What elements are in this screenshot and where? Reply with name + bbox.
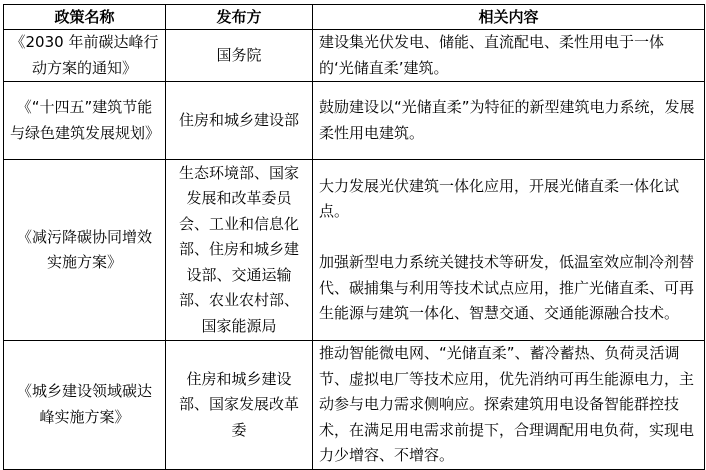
header-issuer: 发布方	[166, 5, 313, 30]
content-paragraph: 推动智能微电网、“光储直柔”、蓄冷蓄热、负荷灵活调节、虚拟电厂等技术应用，优先消纳可再生能源电力，主动参与电力需求侧响应。探索建筑用电设备智能群控技术，在满足用电需求前提下，合理调配用电负荷，实现电力少增容、不增容。	[319, 344, 695, 464]
issuer-cell: 住房和城乡建设部	[166, 82, 313, 160]
issuer-cell: 住房和城乡建设部、国家发展改革委	[166, 341, 313, 470]
content-paragraph: 大力发展光伏建筑一体化应用，开展光储直柔一体化试点。	[319, 176, 680, 220]
content-cell	[313, 82, 705, 160]
policy-table	[3, 4, 705, 470]
table-row	[4, 341, 705, 470]
content-cell	[313, 160, 705, 341]
table-row	[4, 30, 705, 82]
content-cell	[313, 341, 705, 470]
policy-name-cell: 《2030 年前碳达峰行动方案的通知》	[4, 30, 166, 82]
table-header-row	[4, 5, 705, 30]
policy-name-cell: 《减污降碳协同增效实施方案》	[4, 160, 166, 341]
content-paragraph: 鼓励建设以“光储直柔”为特征的新型建筑电力系统，发展柔性用电建筑。	[319, 98, 695, 142]
content-cell	[313, 30, 705, 82]
content-paragraph: 建设集光伏发电、储能、直流配电、柔性用电于一体的‘光储直柔’建筑。	[319, 33, 665, 77]
header-content: 相关内容	[313, 5, 705, 30]
policy-name-cell: 《“十四五”建筑节能与绿色建筑发展规划》	[4, 82, 166, 160]
content-paragraph: 加强新型电力系统关键技术等研发，低温室效应制冷剂替代、碳捕集与利用等技术试点应用，推广光储直柔、可再生能源与建筑一体化、智慧交通、交通能源融合技术。	[319, 253, 695, 322]
issuer-cell: 国务院	[166, 30, 313, 82]
paragraph-gap	[319, 225, 698, 251]
table-row	[4, 82, 705, 160]
table-row	[4, 160, 705, 341]
issuer-cell: 生态环境部、国家发展和改革委员会、工业和信息化部、住房和城乡建设部、交通运输部、农业农村部、国家能源局	[166, 160, 313, 341]
policy-name-cell: 《城乡建设领域碳达峰实施方案》	[4, 341, 166, 470]
header-policy-name: 政策名称	[4, 5, 166, 30]
